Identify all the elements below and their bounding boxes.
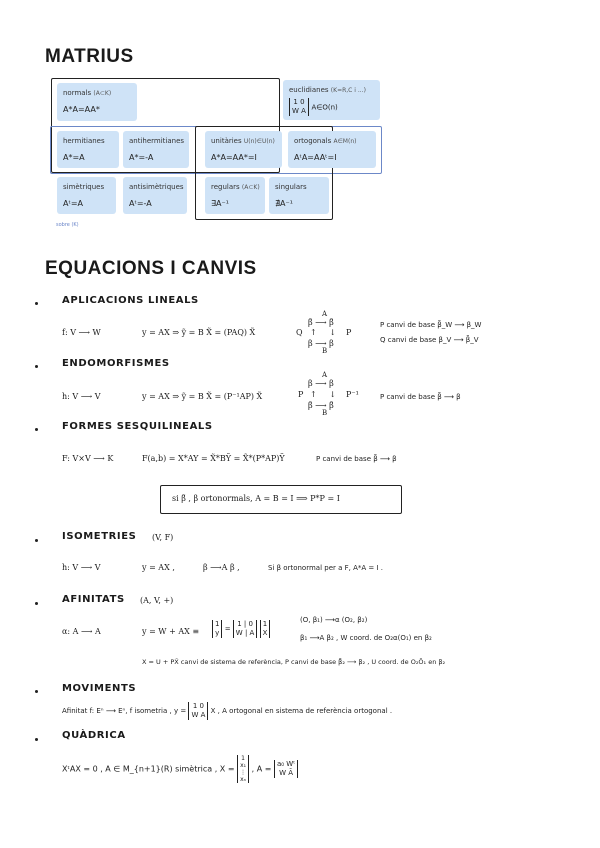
isometries-sub: (V, F) [152,533,174,542]
box-antihermitianes: antihermitianes A*=-A [123,131,189,168]
eq-isometries: y = AX , [142,563,175,572]
heading-quadrica: QUÀDRICA [62,730,126,741]
box-ortogonals: ortogonals A∈M(n) AᵗA=AAᵗ=I [288,131,376,168]
bullet [35,738,38,741]
box-regulars: regulars (A⊂K) ∃A⁻¹ [205,177,265,214]
map-sesquilineals: F: V×V ⟶ K [62,454,114,463]
box-normals: normals (A⊂K) A*A=AA* [57,83,137,121]
footnote: sobre (K) [56,222,79,228]
note-afinitats-2: β₁ ⟶A β₂ , W coord. de O₂α(O₁) en β₂ [300,634,432,642]
section-title-equacions: EQUACIONS I CANVIS [45,258,257,279]
bullet [35,602,38,605]
box-antisimetriques: antisimètriques Aᵗ=-A [123,177,187,214]
bullet [35,690,38,693]
map-endomorfismes: h: V ⟶ V [62,392,101,401]
quadrica-text: XᵗAX = 0 , A ∈ M_{n+1}(R) simètrica , X = 1 x₁ ⋮ xₙ , A = a₀ Wᵗ W Ā [62,755,298,783]
arrow-isometries: β ⟶A β , [203,563,240,572]
box-euclidianes: euclidianes (K=R,C i ...) 1 0 W A A∈O(n) [283,80,380,120]
note-aplicacions-2: Q canvi de base β_V ⟶ β̃_V [380,336,479,344]
diagram-endomorfismes: A β ⟶ β P ↑ ↓ P⁻¹ β̃ ⟶ β̃ B [298,371,359,417]
heading-endomorfismes: ENDOMORFISMES [62,358,170,369]
bullet [35,365,38,368]
eq-afinitats: y = W + AX ≡ [142,627,200,636]
diagram-aplicacions: A β̃ ⟶ β̃ Q ↑ ↓ P β ⟶ β B [296,310,352,355]
bullet [35,302,38,305]
note-aplicacions-1: P canvi de base β̃_W ⟶ β_W [380,321,482,329]
boxed-result: si β̃ , β ortonormals, A = B = I ⟹ P*P = I [172,494,340,503]
eq-aplicacions: y = AX ⇒ ỹ = B X̃ = (PAQ) X̃ [142,328,256,337]
bullet [35,428,38,431]
heading-sesquilineals: FORMES SESQUILINEALS [62,421,213,432]
heading-moviments: MOVIMENTS [62,683,137,694]
afinitats-matrix-eq: 1 y = 1 | 0 W | A 1 X [212,620,270,638]
box-singulars: singulars ∄A⁻¹ [269,177,329,214]
afinitats-sub: (A, V, +) [140,596,174,605]
box-unitaries: unitàries U(n)∈U(n) A*A=AA*=I [205,131,282,168]
moviments-text: Afinitat f: Eⁿ ⟶ Eⁿ, f isometria , y = 1 0 W A X , A ortogonal en sistema de referència ortogonal . [62,702,393,719]
heading-isometries: ISOMETRIES [62,531,137,542]
section-title-matrius: MATRIUS [45,46,134,67]
heading-aplicacions: APLICACIONS LINEALS [62,295,199,306]
map-afinitats: α: A ⟶ A [62,627,101,636]
note-isometries: Si β ortonormal per a F, A*A = I . [268,564,383,572]
note-sesquilineals: P canvi de base β̃ ⟶ β [316,455,397,463]
note-afinitats-1: (O, β₁) ⟶α (O₂, β₂) [300,616,368,624]
map-aplicacions: f: V ⟶ W [62,328,101,337]
box-hermitianes: hermitianes A*=A [57,131,119,168]
eq-endomorfismes: y = AX ⇒ ỹ = B X̃ = (P⁻¹AP) X̃ [142,392,263,401]
heading-afinitats: AFINITATS [62,594,125,605]
bullet [35,539,38,542]
note-afinitats-3: X = U + PX̃ canvi de sistema de referència, P canvi de base β̃₂ ⟶ β₂ , U coord. de O₂Õ₁ en β₂ [142,658,446,666]
eq-sesquilineals: F(a,b) = X*AY = X̃*BỸ = X̃*(P*AP)Ỹ [142,454,285,463]
note-endomorfismes: P canvi de base β̃ ⟶ β [380,393,461,401]
map-isometries: h: V ⟶ V [62,563,101,572]
box-simetriques: simètriques Aᵗ=A [57,177,116,214]
